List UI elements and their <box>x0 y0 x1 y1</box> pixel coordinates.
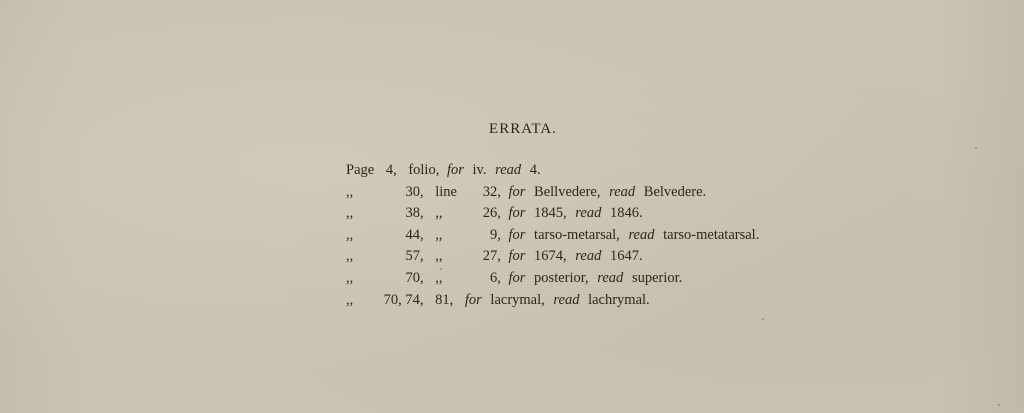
erroneous-text: posterior, <box>534 269 589 286</box>
paper-speck <box>440 268 442 270</box>
read-word: read <box>628 226 655 243</box>
errata-entry <box>346 203 764 225</box>
line-label: line <box>435 183 457 200</box>
errata-entry <box>346 182 764 204</box>
for-word: for <box>508 248 526 265</box>
line-number: 32, <box>482 183 501 200</box>
line-number: 6, <box>490 269 501 286</box>
corrected-text: 1647. <box>609 248 643 265</box>
errata-entry <box>346 268 764 290</box>
corrected-text: 1846. <box>609 205 643 222</box>
read-word: read <box>553 291 580 308</box>
ditto-mark: ,, <box>435 248 443 265</box>
line-number: 26, <box>482 205 501 222</box>
read-word: read <box>597 269 624 286</box>
page-number: 30, <box>405 183 424 200</box>
line-number: 81, <box>435 291 454 308</box>
corrected-text: 4. <box>529 162 541 178</box>
errata-title-text: ERRATA. <box>489 121 557 137</box>
line-number: 9, <box>490 226 501 243</box>
page-number: 38, <box>405 205 424 222</box>
corrected-text: Belvedere. <box>643 183 707 200</box>
page-label: Page <box>346 162 375 178</box>
for-word: for <box>446 162 464 178</box>
corrected-text: tarso-metatarsal. <box>663 226 760 243</box>
for-word: for <box>508 205 526 222</box>
line-number: 27, <box>482 248 501 265</box>
errata-entry <box>346 225 764 247</box>
paper-speck <box>975 147 977 149</box>
page-number: 4, <box>385 162 397 178</box>
corrected-text: lachrymal. <box>588 291 650 308</box>
erroneous-text: tarso-metarsal, <box>534 226 620 243</box>
erroneous-text: 1845, <box>534 205 567 222</box>
line-label: folio, <box>408 162 440 178</box>
read-word: read <box>495 162 522 178</box>
for-word: for <box>508 226 526 243</box>
ditto-mark: ,, <box>346 269 354 286</box>
erroneous-text: iv. <box>472 162 487 178</box>
errata-list <box>346 160 764 311</box>
ditto-mark: ,, <box>346 205 354 222</box>
ditto-mark: ,, <box>346 248 354 265</box>
for-word: for <box>464 291 482 308</box>
page-number: 44, <box>405 226 424 243</box>
errata-entry <box>346 246 764 268</box>
ditto-mark: ,, <box>346 291 354 308</box>
read-word: read <box>575 248 602 265</box>
ditto-mark: ,, <box>346 183 354 200</box>
page-number: 70, 74, <box>383 291 424 308</box>
page-number: 70, <box>405 269 424 286</box>
paper-speck <box>998 404 1000 406</box>
paper-speck <box>762 318 764 320</box>
read-word: read <box>575 205 602 222</box>
errata-entry <box>346 290 764 312</box>
for-word: for <box>508 183 526 200</box>
ditto-mark: ,, <box>435 205 443 222</box>
read-word: read <box>609 183 636 200</box>
ditto-mark: ,, <box>435 269 443 286</box>
errata-title <box>0 121 1024 138</box>
ditto-mark: ,, <box>435 226 443 243</box>
erroneous-text: Bellvedere, <box>534 183 601 200</box>
page-number: 57, <box>405 248 424 265</box>
errata-entry <box>346 160 764 182</box>
corrected-text: superior. <box>631 269 683 286</box>
for-word: for <box>508 269 526 286</box>
erroneous-text: lacrymal, <box>490 291 545 308</box>
ditto-mark: ,, <box>346 226 354 243</box>
erroneous-text: 1674, <box>534 248 567 265</box>
